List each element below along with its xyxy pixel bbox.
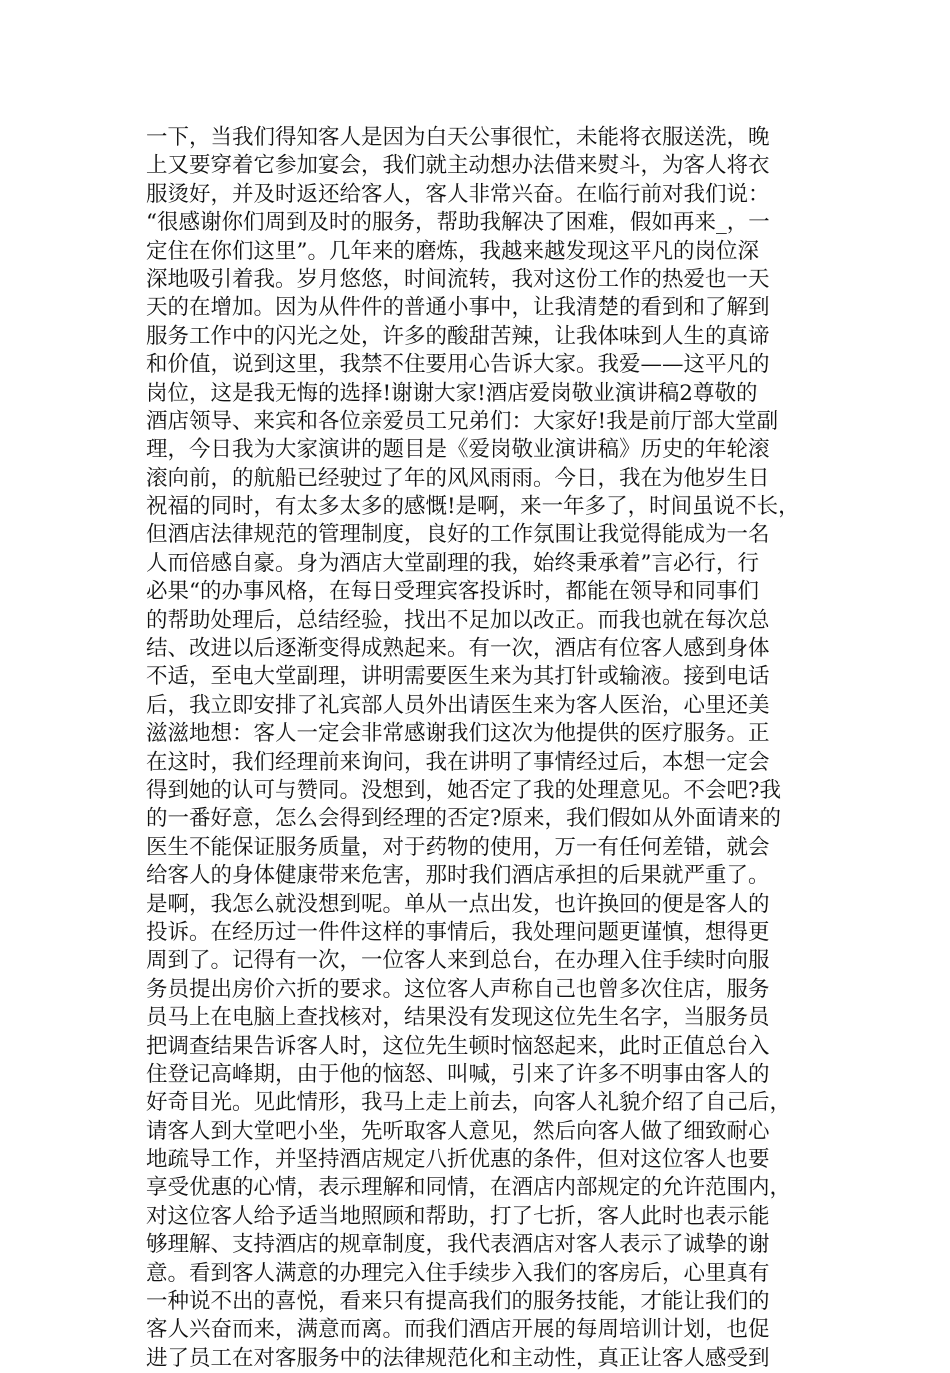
text-line: 滚向前，的航船已经驶过了年的风风雨雨。今日，我在为他岁生日 xyxy=(146,465,770,491)
text-line: 深地吸引着我。岁月悠悠，时间流转，我对这份工作的热爱也一天 xyxy=(146,266,770,292)
text-line: 天的在增加。因为从件件的普通小事中，让我清楚的看到和了解到 xyxy=(146,295,770,321)
text-line: 酒店领导、来宾和各位亲爱员工兄弟们：大家好!我是前厅部大堂副 xyxy=(146,408,779,434)
text-line: 不适，至电大堂副理，讲明需要医生来为其打针或输液。接到电话 xyxy=(146,664,770,690)
text-line: 住登记高峰期，由于他的恼怒、叫喊，引来了许多不明事由客人的 xyxy=(146,1061,770,1087)
text-line: 对这位客人给予适当地照顾和帮助，打了七折，客人此时也表示能 xyxy=(146,1203,770,1229)
text-line: 必果“的办事风格，在每日受理宾客投诉时，都能在领导和同事们 xyxy=(146,579,759,605)
text-line: 员马上在电脑上查找核对，结果没有发现这位先生名字，当服务员 xyxy=(146,1005,770,1031)
text-line: 享受优惠的心情，表示理解和同情，在酒店内部规定的允许范围内， xyxy=(146,1175,792,1201)
text-line: 客人兴奋而来，满意而离。而我们酒店开展的每周培训计划，也促 xyxy=(146,1317,770,1343)
text-line: 好奇目光。见此情形，我马上走上前去，向客人礼貌介绍了自己后， xyxy=(146,1090,792,1116)
text-line: 投诉。在经历过一件件这样的事情后，我处理问题更谨慎，想得更 xyxy=(146,919,770,945)
text-line: 的一番好意，怎么会得到经理的否定?原来，我们假如从外面请来的 xyxy=(146,806,782,832)
text-line: 地疏导工作，并坚持酒店规定八折优惠的条件，但对这位客人也要 xyxy=(146,1147,770,1173)
text-line: “很感谢你们周到及时的服务，帮助我解决了困难，假如再来_，一 xyxy=(146,210,770,236)
text-line: 滋滋地想：客人一定会非常感谢我们这次为他提供的医疗服务。正 xyxy=(146,721,770,747)
text-line: 和价值，说到这里，我禁不住要用心告诉大家。我爱——这平凡的 xyxy=(146,352,770,378)
text-line: 得到她的认可与赞同。没想到，她否定了我的处理意见。不会吧?我 xyxy=(146,777,782,803)
text-line: 服烫好，并及时返还给客人，客人非常兴奋。在临行前对我们说： xyxy=(146,181,770,207)
text-line: 结、改进以后逐渐变得成熟起来。有一次，酒店有位客人感到身体 xyxy=(146,636,770,662)
text-line: 的帮助处理后，总结经验，找出不足加以改正。而我也就在每次总 xyxy=(146,607,770,633)
text-line: 祝福的同时，有太多太多的感慨!是啊，来一年多了，时间虽说不长， xyxy=(146,494,800,520)
text-line: 人而倍感自豪。身为酒店大堂副理的我，始终秉承着”言必行，行 xyxy=(146,550,759,576)
text-line: 服务工作中的闪光之处，许多的酸甜苦辣，让我体味到人生的真谛 xyxy=(146,323,770,349)
body-text xyxy=(146,124,826,1373)
text-line: 务员提出房价六折的要求。这位客人声称自己也曾多次住店，服务 xyxy=(146,976,770,1002)
text-line: 周到了。记得有一次，一位客人来到总台，在办理入住手续时向服 xyxy=(146,948,770,974)
text-line: 理，今日我为大家演讲的题目是《爱岗敬业演讲稿》历史的年轮滚 xyxy=(146,437,770,463)
text-line: 在这时，我们经理前来询问，我在讲明了事情经过后，本想一定会 xyxy=(146,749,770,775)
text-line: 但酒店法律规范的管理制度，良好的工作氛围让我觉得能成为一名 xyxy=(146,522,770,548)
text-line: 给客人的身体健康带来危害，那时我们酒店承担的后果就严重了。 xyxy=(146,863,770,889)
text-line: 定住在你们这里”。几年来的磨炼，我越来越发现这平凡的岗位深 xyxy=(146,238,759,264)
text-line: 岗位，这是我无悔的选择!谢谢大家!酒店爱岗敬业演讲稿2尊敬的 xyxy=(146,380,758,406)
text-line: 后，我立即安排了礼宾部人员外出请医生来为客人医治，心里还美 xyxy=(146,692,770,718)
text-line: 一种说不出的喜悦，看来只有提高我们的服务技能，才能让我们的 xyxy=(146,1289,770,1315)
text-line: 是啊，我怎么就没想到呢。单从一点出发，也许换回的便是客人的 xyxy=(146,891,770,917)
text-line: 一下，当我们得知客人是因为白天公事很忙，未能将衣服送洗，晚 xyxy=(146,125,770,150)
text-line: 上又要穿着它参加宴会，我们就主动想办法借来熨斗，为客人将衣 xyxy=(146,153,770,179)
text-line: 进了员工在对客服务中的法律规范化和主动性，真正让客人感受到 xyxy=(146,1345,770,1371)
text-line: 请客人到大堂吧小坐，先听取客人意见，然后向客人做了细致耐心 xyxy=(146,1118,770,1144)
text-line: 够理解、支持酒店的规章制度，我代表酒店对客人表示了诚挚的谢 xyxy=(146,1232,770,1258)
text-line: 医生不能保证服务质量，对于药物的使用，万一有任何差错，就会 xyxy=(146,834,770,860)
text-line: 把调查结果告诉客人时，这位先生顿时恼怒起来，此时正值总台入 xyxy=(146,1033,770,1059)
text-line: 意。看到客人满意的办理完入住手续步入我们的客房后，心里真有 xyxy=(146,1260,770,1286)
